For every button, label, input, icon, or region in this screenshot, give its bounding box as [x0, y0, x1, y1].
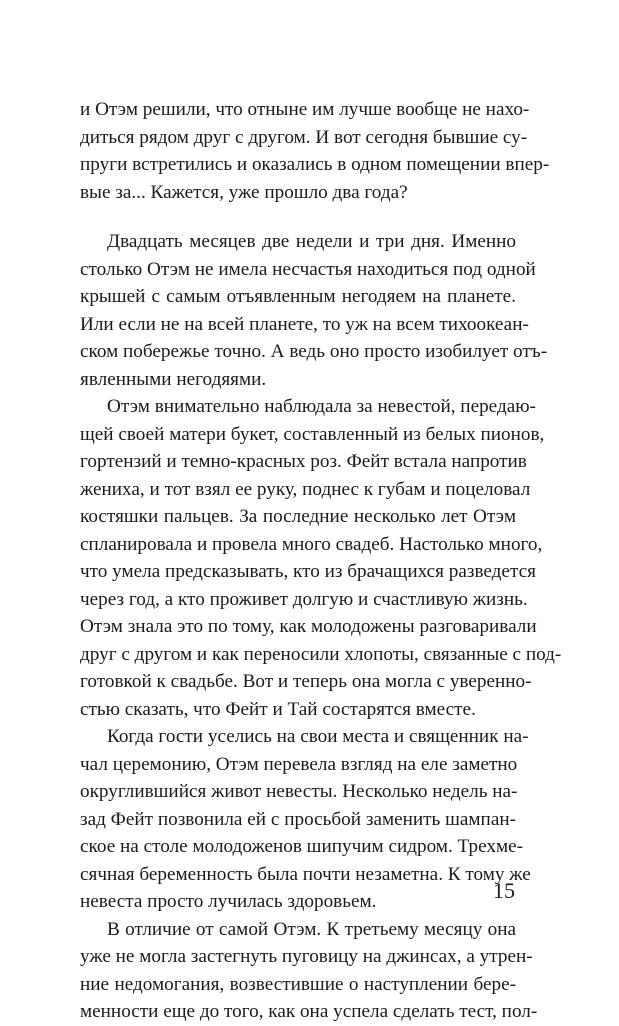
text-line: явленными негодяями.	[80, 368, 267, 390]
text-line: уже не могла застегнуть пуговицу на джинсах, а утрен-	[80, 946, 533, 967]
text-line: готовкой к свадьбе. Вот и теперь она могла с уверенно-	[80, 671, 532, 692]
text-line: чал церемонию, Отэм перевела взгляд на еле заметно	[80, 753, 518, 775]
text-line: ском побережье точно. А ведь оно просто изобилует отъ-	[80, 341, 548, 362]
paragraph	[80, 228, 548, 393]
text-line: столько Отэм не имела несчастья находиться под одной	[80, 258, 536, 280]
text-line: сячная беременность была почти незаметна. К тому же	[80, 863, 531, 885]
text-line: Отэм внимательно наблюдала за невестой, передаю-	[107, 396, 536, 417]
text-line: Двадцать месяцев две недели и три дня. Именно	[107, 231, 516, 252]
text-line: невеста просто лучилась здоровьем.	[80, 891, 377, 912]
text-line: ние недомогания, возвестившие о наступлении бере-	[80, 973, 516, 995]
text-line: костяшки пальцев. За последние несколько лет Отэм	[80, 506, 516, 527]
text-line: вые за... Кажется, уже прошло два года?	[80, 181, 408, 203]
paragraph	[80, 723, 531, 916]
text-line: друг с другом и как переносили хлопоты, связанные с под-	[80, 643, 562, 665]
text-line: щей своей матери букет, составленный из белых пионов,	[80, 423, 545, 445]
text-line: и Отэм решили, что отныне им лучше вообще не нахо-	[80, 99, 530, 120]
text-line: округлившийся живот невесты. Несколько недель на-	[80, 781, 518, 802]
text-block-top	[80, 96, 550, 206]
text-line: зад Фейт позвонила ей с просьбой заменить шампан-	[80, 808, 516, 830]
text-line: гортензий и темно-красных роз. Фейт встала напротив	[80, 451, 527, 472]
text-line: жениха, и тот взял ее руку, поднес к губам и поцеловал	[80, 478, 531, 500]
text-line: Отэм знала это по тому, как молодожены разговаривали	[80, 616, 537, 637]
paragraph	[80, 393, 562, 723]
text-line: крышей с самым отъявленным негодяем на планете.	[80, 286, 516, 307]
text-line: ское на столе молодоженов шипучим сидром. Трехме-	[80, 836, 524, 857]
text-line: Или если не на всей планете, то уж на всем тихоокеан-	[80, 313, 529, 335]
text-block-main	[80, 228, 562, 1026]
text-line: через год, а кто проживет долгую и счастливую жизнь.	[80, 588, 528, 610]
paragraph	[80, 916, 538, 1026]
paragraph	[80, 96, 550, 206]
page-number: 15	[493, 878, 515, 903]
text-line: пруги встретились и оказались в одном помещении впер-	[80, 154, 550, 175]
text-line: менности еще до того, как она успела сделать тест, пол-	[80, 1001, 538, 1022]
text-line: стью сказать, что Фейт и Тай состарятся вместе.	[80, 698, 476, 720]
text-line: В отличие от самой Отэм. К третьему месяцу она	[107, 918, 516, 940]
text-line: Когда гости уселись на свои места и священник на-	[107, 726, 529, 747]
text-line: спланировала и провела много свадеб. Настолько много,	[80, 533, 543, 555]
text-line: что умела предсказывать, кто из брачащихся разведется	[80, 561, 536, 582]
text-line: диться рядом друг с другом. И вот сегодня бывшие су-	[80, 126, 528, 148]
